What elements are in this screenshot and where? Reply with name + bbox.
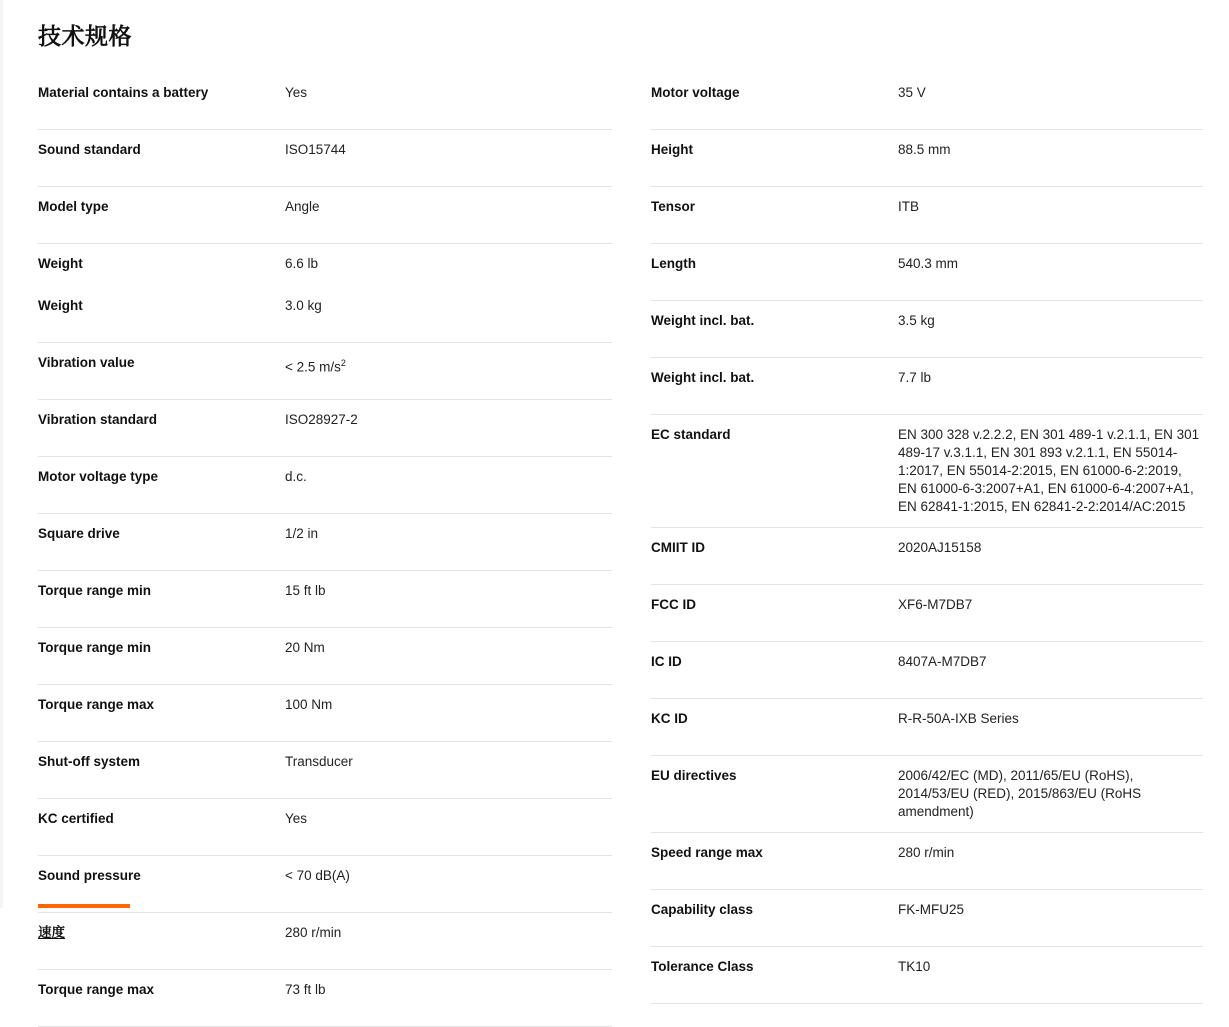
spec-row xyxy=(38,73,612,130)
spec-value: FK-MFU25 xyxy=(898,902,965,917)
spec-row xyxy=(651,358,1203,415)
spec-value: 3.0 kg xyxy=(285,298,322,313)
spec-label: KC ID xyxy=(651,711,688,726)
spec-value: 1/2 in xyxy=(285,526,319,541)
spec-value: 20 Nm xyxy=(285,640,325,655)
spec-row xyxy=(651,528,1203,585)
spec-row xyxy=(651,890,1203,947)
page-left-edge-strip xyxy=(0,0,3,908)
spec-label: Vibration standard xyxy=(38,412,158,427)
spec-value: ISO28927-2 xyxy=(285,412,358,427)
spec-value: XF6-M7DB7 xyxy=(898,597,973,612)
spec-value: 6.6 lb xyxy=(285,256,319,271)
spec-row xyxy=(651,244,1203,301)
spec-label: Model type xyxy=(38,199,109,214)
spec-label: EU directives xyxy=(651,768,737,783)
spec-value: 35 V xyxy=(898,85,926,100)
spec-label: Weight xyxy=(38,298,83,313)
spec-label: EC standard xyxy=(651,427,731,442)
spec-label: Weight xyxy=(38,256,83,271)
spec-value: 8407A-M7DB7 xyxy=(898,654,987,669)
spec-row xyxy=(651,301,1203,358)
spec-label: Speed range max xyxy=(651,845,763,860)
spec-value: R-R-50A-IXB Series xyxy=(898,711,1019,726)
spec-value: d.c. xyxy=(285,469,307,484)
spec-row xyxy=(38,571,612,628)
spec-label: Tolerance Class xyxy=(651,959,754,974)
spec-label: Shut-off system xyxy=(38,754,141,769)
spec-value: ISO15744 xyxy=(285,142,346,157)
spec-value: Yes xyxy=(285,811,308,826)
spec-row xyxy=(651,415,1203,528)
spec-label: Height xyxy=(651,142,693,157)
spec-row xyxy=(38,970,612,1027)
spec-value: 2020AJ15158 xyxy=(898,540,982,555)
spec-label: Material contains a battery xyxy=(38,85,209,100)
spec-row xyxy=(651,585,1203,642)
spec-row xyxy=(651,756,1203,833)
spec-label: Sound standard xyxy=(38,142,141,157)
spec-value: 73 ft lb xyxy=(285,982,326,997)
spec-row xyxy=(651,833,1203,890)
spec-label: FCC ID xyxy=(651,597,696,612)
spec-label: Motor voltage type xyxy=(38,469,159,484)
spec-label: Length xyxy=(651,256,696,271)
spec-value: ITB xyxy=(898,199,920,214)
spec-value: 100 Nm xyxy=(285,697,333,712)
spec-row xyxy=(38,685,612,742)
spec-value: 7.7 lb xyxy=(898,370,932,385)
spec-label[interactable]: 速度 xyxy=(38,925,65,940)
spec-row xyxy=(38,343,612,400)
spec-label: Sound pressure xyxy=(38,868,141,883)
spec-label: Motor voltage xyxy=(651,85,740,100)
spec-value: 280 r/min xyxy=(285,925,342,940)
spec-row xyxy=(38,293,612,343)
spec-value: Transducer xyxy=(285,754,353,769)
bottom-accent-bar xyxy=(38,904,130,908)
page-title: 技术规格 xyxy=(38,23,132,49)
spec-row xyxy=(651,187,1203,244)
spec-column-left xyxy=(0,73,612,1027)
spec-value: EN 300 328 v.2.2.2, EN 301 489-1 v.2.1.1, EN 301 489-17 v.3.1.1, EN 301 893 v.2.1.1, EN 55014-1:2017, EN 55014-2:2015, EN 61000-6-2:2019, EN 61000-6-3:2007+A1, EN 61000-6-4:2007+A1, EN 62841-1:2015, EN 62841-2-2:2014/AC:2015 xyxy=(898,427,1200,514)
spec-value: 540.3 mm xyxy=(898,256,959,271)
spec-row xyxy=(38,457,612,514)
spec-value: TK10 xyxy=(898,959,931,974)
spec-column-right xyxy=(612,73,1229,1004)
spec-row xyxy=(651,699,1203,756)
spec-label: IC ID xyxy=(651,654,682,669)
spec-label: Torque range max xyxy=(38,982,155,997)
spec-value: 88.5 mm xyxy=(898,142,951,157)
spec-label: Square drive xyxy=(38,526,120,541)
spec-value: < 2.5 $m/s^2$ xyxy=(285,358,346,375)
spec-row xyxy=(651,130,1203,187)
spec-label: Vibration value xyxy=(38,355,135,370)
spec-row xyxy=(651,642,1203,699)
spec-value: Yes xyxy=(285,85,308,100)
spec-row xyxy=(38,742,612,799)
spec-row xyxy=(38,514,612,571)
spec-value: 3.5 kg xyxy=(898,313,935,328)
spec-row xyxy=(651,73,1203,130)
spec-label: Torque range max xyxy=(38,697,155,712)
spec-label: Torque range min xyxy=(38,640,152,655)
spec-value: Angle xyxy=(285,199,320,214)
spec-row xyxy=(651,947,1203,1004)
spec-row xyxy=(38,799,612,856)
spec-row xyxy=(38,913,612,970)
spec-row xyxy=(38,400,612,457)
spec-row xyxy=(38,130,612,187)
spec-label: KC certified xyxy=(38,811,114,826)
spec-value: < 70 dB(A) xyxy=(285,868,350,883)
spec-label: Torque range min xyxy=(38,583,152,598)
spec-value: 15 ft lb xyxy=(285,583,326,598)
spec-label: Tensor xyxy=(651,199,696,214)
spec-label: Capability class xyxy=(651,902,754,917)
spec-value: 2006/42/EC (MD), 2011/65/EU (RoHS), 2014/53/EU (RED), 2015/863/EU (RoHS amendment) xyxy=(898,768,1142,819)
spec-row xyxy=(38,244,612,293)
spec-label: Weight incl. bat. xyxy=(651,370,755,385)
spec-label: CMIIT ID xyxy=(651,540,705,555)
spec-row xyxy=(38,187,612,244)
specification-columns xyxy=(0,51,1229,1027)
spec-value: 280 r/min xyxy=(898,845,955,860)
spec-row xyxy=(38,628,612,685)
spec-label: Weight incl. bat. xyxy=(651,313,755,328)
